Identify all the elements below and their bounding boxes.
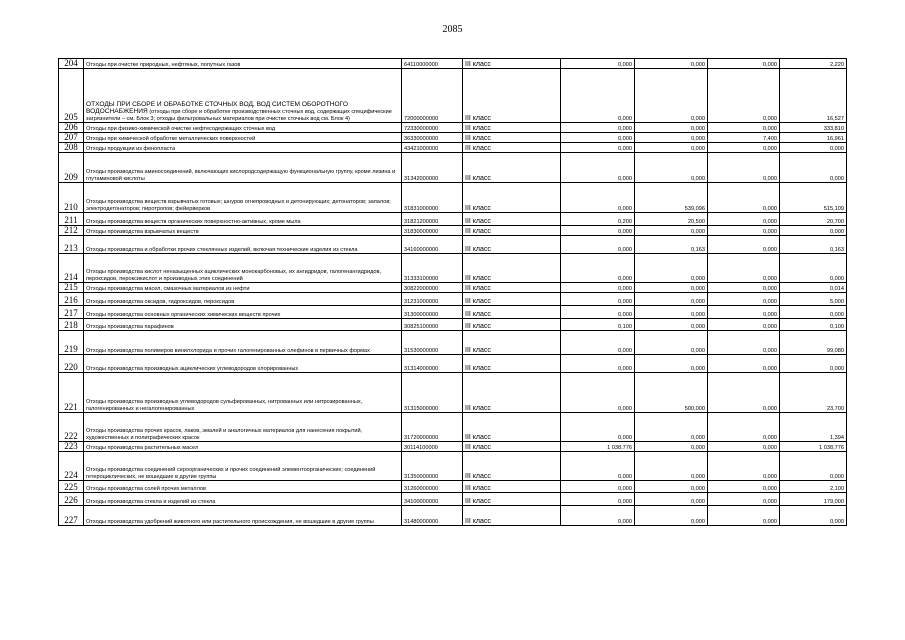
value-3: 7,400 xyxy=(708,133,780,143)
waste-description: Отходы производства взрывчатых веществ xyxy=(84,226,402,236)
value-3: 0,000 xyxy=(708,283,780,293)
value-3: 0,000 xyxy=(708,331,780,355)
waste-code: 43421000000 xyxy=(402,143,463,153)
table-row xyxy=(59,413,847,442)
waste-description: Отходы при химической обработке металлических поверхностей xyxy=(84,133,402,143)
value-1: 0,000 xyxy=(561,283,635,293)
value-4: 0,000 xyxy=(780,143,847,153)
value-4: 333,810 xyxy=(780,123,847,133)
row-number: 210 xyxy=(59,183,84,213)
value-2: 0,000 xyxy=(635,123,708,133)
hazard-class: III класс xyxy=(463,506,561,526)
value-3: 0,000 xyxy=(708,69,780,123)
waste-code: 31342000000 xyxy=(402,153,463,183)
waste-code: 64110000000 xyxy=(402,59,463,69)
value-1: 0,000 xyxy=(561,506,635,526)
value-1: 0,000 xyxy=(561,236,635,254)
hazard-class: III класс xyxy=(463,331,561,355)
value-3: 0,000 xyxy=(708,306,780,319)
waste-code: 30114100000 xyxy=(402,442,463,452)
row-number: 208 xyxy=(59,143,84,153)
value-1: 0,000 xyxy=(561,254,635,283)
value-4: 0,000 xyxy=(780,226,847,236)
value-2: 0,000 xyxy=(635,493,708,506)
waste-code: 31315000000 xyxy=(402,373,463,413)
waste-description: Отходы производства производных углеводородов сульфированных, нитрованных или нитрозированных, галогенированных и негалогенированных xyxy=(84,373,402,413)
value-2: 0,000 xyxy=(635,293,708,306)
table-row xyxy=(59,283,847,293)
value-2: 0,000 xyxy=(635,355,708,373)
row-number: 212 xyxy=(59,226,84,236)
waste-code: 31720000000 xyxy=(402,413,463,442)
table-row xyxy=(59,481,847,493)
row-number: 215 xyxy=(59,283,84,293)
waste-description: Отходы производства основных органических химических веществ прочих xyxy=(84,306,402,319)
value-2: 20,500 xyxy=(635,213,708,226)
value-2: 0,000 xyxy=(635,306,708,319)
value-1: 0,000 xyxy=(561,331,635,355)
waste-description: Отходы производства парафинов xyxy=(84,319,402,331)
value-2: 539,096 xyxy=(635,183,708,213)
row-number: 214 xyxy=(59,254,84,283)
hazard-class: III класс xyxy=(463,153,561,183)
hazard-class: III класс xyxy=(463,373,561,413)
row-number: 207 xyxy=(59,133,84,143)
waste-description: Отходы производства кислот неназыщенных ациклических монокарбоновых, их ангидридов, галогенангидридов, пероксидов, пероксикислот и производных этих соединений xyxy=(84,254,402,283)
row-number: 219 xyxy=(59,331,84,355)
value-3: 0,000 xyxy=(708,254,780,283)
value-3: 0,000 xyxy=(708,293,780,306)
waste-description: Отходы при физико-химической очистке нефтесодержащих сточных вод xyxy=(84,123,402,133)
table-row xyxy=(59,293,847,306)
value-1: 0,100 xyxy=(561,319,635,331)
row-number: 220 xyxy=(59,355,84,373)
table-row xyxy=(59,319,847,331)
table-row xyxy=(59,133,847,143)
table-row xyxy=(59,236,847,254)
waste-description: Отходы производства масел, смазочных материалов из нефти xyxy=(84,283,402,293)
section-note: (отходы при сборе и обработке производственных сточных вод, содержащих специфические загрязнители – см. Блок 3; отходы фильтровальных материалов при очистке сточных вод см. Блок 4) xyxy=(86,109,392,122)
value-4: 20,700 xyxy=(780,213,847,226)
waste-description: Отходы производства соединений сероорганических и прочих соединений элементоорганических; соединений гетероциклических, не вошедшие в другие группы xyxy=(84,452,402,481)
row-number: 223 xyxy=(59,442,84,452)
waste-code: 31530000000 xyxy=(402,331,463,355)
waste-description: Отходы производства стекла и изделий из стекла xyxy=(84,493,402,506)
waste-code: 30825100000 xyxy=(402,319,463,331)
waste-code: 31480000000 xyxy=(402,506,463,526)
waste-code: 31333100000 xyxy=(402,254,463,283)
value-1: 0,000 xyxy=(561,481,635,493)
hazard-class: III класс xyxy=(463,143,561,153)
hazard-class: III класс xyxy=(463,283,561,293)
page-number: 2085 xyxy=(442,24,463,35)
value-2: 0,000 xyxy=(635,254,708,283)
table-row xyxy=(59,69,847,123)
value-1: 0,000 xyxy=(561,355,635,373)
hazard-class: III класс xyxy=(463,452,561,481)
waste-code: 31260000000 xyxy=(402,481,463,493)
table-row xyxy=(59,331,847,355)
value-4: 5,000 xyxy=(780,293,847,306)
value-1: 0,000 xyxy=(561,133,635,143)
hazard-class: III класс xyxy=(463,123,561,133)
value-3: 0,000 xyxy=(708,413,780,442)
value-4: 16,527 xyxy=(780,69,847,123)
row-number: 225 xyxy=(59,481,84,493)
row-number: 221 xyxy=(59,373,84,413)
value-2: 500,000 xyxy=(635,373,708,413)
value-1: 0,000 xyxy=(561,413,635,442)
value-1: 0,000 xyxy=(561,69,635,123)
table-row xyxy=(59,143,847,153)
hazard-class: III класс xyxy=(463,293,561,306)
hazard-class: III класс xyxy=(463,133,561,143)
waste-description: Отходы производства удобрений животного или растительного происхождения, не вошедшие в другие группы xyxy=(84,506,402,526)
value-3: 0,000 xyxy=(708,153,780,183)
waste-description: Отходы производства веществ органических поверхностно-активных, кроме мыла xyxy=(84,213,402,226)
table-row xyxy=(59,355,847,373)
value-4: 23,700 xyxy=(780,373,847,413)
value-1: 0,000 xyxy=(561,153,635,183)
value-1: 0,200 xyxy=(561,213,635,226)
value-4: 0,000 xyxy=(780,355,847,373)
value-2: 0,000 xyxy=(635,319,708,331)
hazard-class: III класс xyxy=(463,226,561,236)
value-3: 0,000 xyxy=(708,123,780,133)
waste-description: Отходы производства и обработки прочих стеклянных изделий, включая технические изделия из стекла xyxy=(84,236,402,254)
value-4: 99,080 xyxy=(780,331,847,355)
hazard-class: III класс xyxy=(463,306,561,319)
value-2: 0,000 xyxy=(635,452,708,481)
hazard-class: III класс xyxy=(463,413,561,442)
value-3: 0,000 xyxy=(708,355,780,373)
value-1: 0,000 xyxy=(561,493,635,506)
waste-description xyxy=(84,69,402,123)
value-3: 0,000 xyxy=(708,373,780,413)
value-1: 0,000 xyxy=(561,226,635,236)
hazard-class: III класс xyxy=(463,442,561,452)
waste-description: Отходы при очистке природных, нефтяных, попутных газов xyxy=(84,59,402,69)
table-row xyxy=(59,123,847,133)
value-1: 0,000 xyxy=(561,183,635,213)
waste-code: 34160000000 xyxy=(402,236,463,254)
value-4: 1,394 xyxy=(780,413,847,442)
value-3: 0,000 xyxy=(708,506,780,526)
value-4: 515,109 xyxy=(780,183,847,213)
value-1: 0,000 xyxy=(561,306,635,319)
waste-table xyxy=(58,58,847,526)
row-number: 204 xyxy=(59,59,84,69)
table-row xyxy=(59,506,847,526)
value-4: 179,000 xyxy=(780,493,847,506)
value-2: 0,000 xyxy=(635,133,708,143)
value-1: 0,000 xyxy=(561,59,635,69)
value-2: 0,000 xyxy=(635,226,708,236)
row-number: 211 xyxy=(59,213,84,226)
value-2: 0,000 xyxy=(635,331,708,355)
value-2: 0,000 xyxy=(635,143,708,153)
row-number: 217 xyxy=(59,306,84,319)
value-4: 0,000 xyxy=(780,254,847,283)
hazard-class: III класс xyxy=(463,183,561,213)
value-3: 0,000 xyxy=(708,143,780,153)
row-number: 222 xyxy=(59,413,84,442)
waste-description: Отходы производства солей прочих металлов xyxy=(84,481,402,493)
waste-code: 31831000000 xyxy=(402,183,463,213)
hazard-class: III класс xyxy=(463,254,561,283)
table-row xyxy=(59,452,847,481)
hazard-class: III класс xyxy=(463,355,561,373)
waste-code: 34100000000 xyxy=(402,493,463,506)
table-row xyxy=(59,493,847,506)
waste-description: Отходы продукции из фенопласта xyxy=(84,143,402,153)
waste-code: 31821200000 xyxy=(402,213,463,226)
value-2: 0,000 xyxy=(635,69,708,123)
value-2: 0,000 xyxy=(635,413,708,442)
value-2: 0,000 xyxy=(635,442,708,452)
waste-code: 31231000000 xyxy=(402,293,463,306)
section-heading: ОТХОДЫ ПРИ СБОРЕ И ОБРАБОТКЕ СТОЧНЫХ ВОД, ВОД СИСТЕМ ОБОРОТНОГО ВОДОСНАБЖЕНИЯ xyxy=(86,101,348,116)
value-4: 0,000 xyxy=(780,452,847,481)
value-2: 0,163 xyxy=(635,236,708,254)
value-3: 0,000 xyxy=(708,59,780,69)
value-3: 0,000 xyxy=(708,319,780,331)
waste-code: 36330000000 xyxy=(402,133,463,143)
waste-code: 72000000000 xyxy=(402,69,463,123)
value-3: 0,000 xyxy=(708,452,780,481)
waste-description: Отходы производства растительных масел xyxy=(84,442,402,452)
value-4: 16,961 xyxy=(780,133,847,143)
hazard-class: III класс xyxy=(463,69,561,123)
value-3: 0,000 xyxy=(708,183,780,213)
value-4: 0,014 xyxy=(780,283,847,293)
hazard-class: III класс xyxy=(463,481,561,493)
waste-code: 31830000000 xyxy=(402,226,463,236)
hazard-class: III класс xyxy=(463,59,561,69)
value-1: 0,000 xyxy=(561,452,635,481)
value-1: 0,000 xyxy=(561,373,635,413)
row-number: 213 xyxy=(59,236,84,254)
value-2: 0,000 xyxy=(635,481,708,493)
table-row xyxy=(59,226,847,236)
table-row xyxy=(59,442,847,452)
value-2: 0,000 xyxy=(635,283,708,293)
value-3: 0,000 xyxy=(708,213,780,226)
waste-table-body xyxy=(59,59,847,526)
value-4: 0,000 xyxy=(780,153,847,183)
value-4: 0,000 xyxy=(780,306,847,319)
row-number: 227 xyxy=(59,506,84,526)
waste-description: Отходы производства аминосоединений, включающих кислородсодержащую функциональную группу, кроме лизина и глутаминовой кислоты xyxy=(84,153,402,183)
value-3: 0,000 xyxy=(708,226,780,236)
row-number: 224 xyxy=(59,452,84,481)
waste-description: Отходы производства прочих красок, лаков, эмалей и аналогичных материалов для нанесения покрытий, художественных и полиграфических красок xyxy=(84,413,402,442)
waste-code: 31350000000 xyxy=(402,452,463,481)
value-4: 2,220 xyxy=(780,59,847,69)
row-number: 216 xyxy=(59,293,84,306)
value-3: 0,000 xyxy=(708,236,780,254)
table-row xyxy=(59,254,847,283)
hazard-class: III класс xyxy=(463,319,561,331)
hazard-class: III класс xyxy=(463,213,561,226)
value-2: 0,000 xyxy=(635,59,708,69)
value-4: 0,163 xyxy=(780,236,847,254)
value-1: 0,000 xyxy=(561,123,635,133)
value-3: 0,000 xyxy=(708,481,780,493)
row-number: 218 xyxy=(59,319,84,331)
value-4: 2,100 xyxy=(780,481,847,493)
table-row xyxy=(59,183,847,213)
value-1: 0,000 xyxy=(561,143,635,153)
row-number: 226 xyxy=(59,493,84,506)
waste-code: 72330000000 xyxy=(402,123,463,133)
value-1: 1 038,776 xyxy=(561,442,635,452)
table-row xyxy=(59,306,847,319)
row-number: 206 xyxy=(59,123,84,133)
table-row xyxy=(59,373,847,413)
value-2: 0,000 xyxy=(635,153,708,183)
waste-code: 31314000000 xyxy=(402,355,463,373)
table-row xyxy=(59,213,847,226)
value-4: 1 038,776 xyxy=(780,442,847,452)
table-row xyxy=(59,153,847,183)
table-row xyxy=(59,59,847,69)
waste-description: Отходы производства полимеров винилхлорида и прочих галогенированных олефинов в первичных формах xyxy=(84,331,402,355)
value-4: 0,000 xyxy=(780,506,847,526)
waste-description: Отходы производства веществ взрывчатых готовых; шнуров огнепроводных и детонирующих; детонаторов; запалов; электродетонаторов; пиротропов; фейерверков xyxy=(84,183,402,213)
value-4: 0,100 xyxy=(780,319,847,331)
value-2: 0,000 xyxy=(635,506,708,526)
value-3: 0,000 xyxy=(708,493,780,506)
waste-description: Отходы производства оксидов, гидроксидов, пероксидов xyxy=(84,293,402,306)
waste-code: 30822000000 xyxy=(402,283,463,293)
hazard-class: III класс xyxy=(463,493,561,506)
hazard-class: III класс xyxy=(463,236,561,254)
row-number: 209 xyxy=(59,153,84,183)
waste-description: Отходы производства производных ациклических углеводородов хлорированных xyxy=(84,355,402,373)
row-number: 205 xyxy=(59,69,84,123)
value-1: 0,000 xyxy=(561,293,635,306)
value-3: 0,000 xyxy=(708,442,780,452)
waste-code: 31300000000 xyxy=(402,306,463,319)
